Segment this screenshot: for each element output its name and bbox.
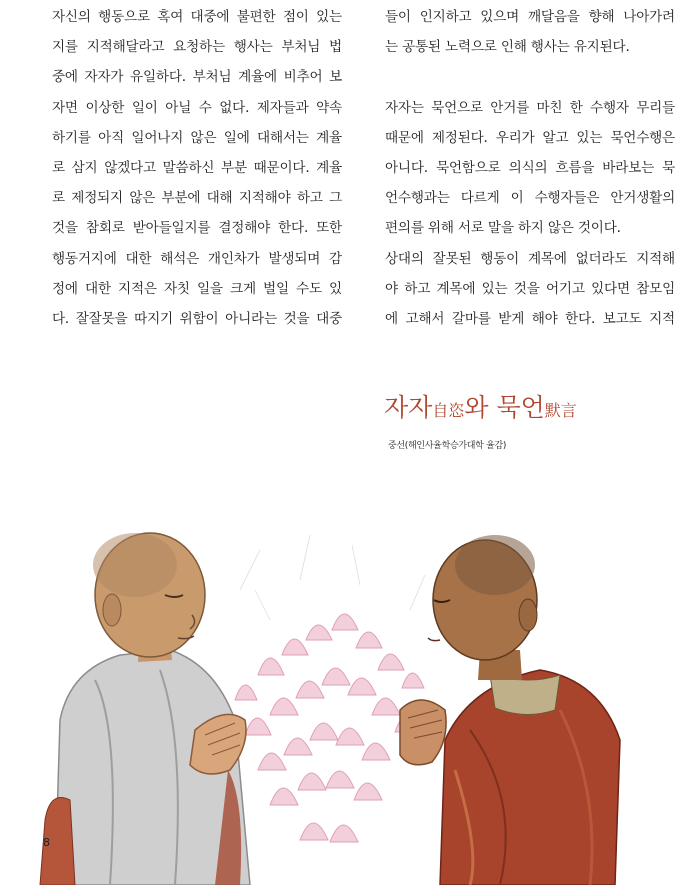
text-line: 자자는 묵언으로 안거를 마친 한 수행자 무리들 bbox=[385, 99, 675, 116]
title-mugeon-hanja: 默言 bbox=[544, 401, 577, 420]
paragraph-gap bbox=[385, 62, 675, 92]
title-connector: 와 bbox=[464, 393, 497, 422]
text-line-last: 는 공통된 노력으로 인해 행사는 유지된다. bbox=[385, 39, 630, 56]
text-line: 자신의 행동으로 혹여 대중에 불편한 점이 있는 bbox=[52, 9, 342, 25]
text-line: 들이 인지하고 있으며 깨달음을 향해 나아가려 bbox=[385, 9, 675, 25]
text-line: 로 제정되지 않은 부분에 대해 지적해야 하고 그 bbox=[52, 190, 342, 207]
text-line: 것을 참회로 받아들일지를 결정해야 한다. 또한 bbox=[52, 220, 342, 237]
title-jaja-hanja: 自恣 bbox=[432, 401, 465, 420]
title-mugeon: 묵언 bbox=[496, 393, 545, 422]
right-monk-figure bbox=[400, 535, 620, 885]
text-line-last: 편의를 위해 서로 말을 하지 않은 것이다. bbox=[385, 220, 621, 237]
text-line: 언수행과는 다르게 이 수행자들은 안거생활의 bbox=[385, 190, 675, 207]
illustration-two-monks bbox=[0, 470, 700, 885]
page-number: 8 bbox=[43, 836, 50, 849]
text-line: 다. 잘잘못을 따지기 위함이 아니라는 것을 대중 bbox=[52, 311, 342, 328]
text-line: 때문에 제정된다. 우리가 알고 있는 묵언수행은 bbox=[385, 129, 675, 146]
lotus-petals bbox=[235, 535, 425, 842]
title-jaja: 자자 bbox=[384, 393, 433, 422]
text-line: 에 고해서 갈마를 받게 해야 한다. 보고도 지적 bbox=[385, 311, 675, 328]
article-title bbox=[384, 388, 577, 424]
text-line: 아니다. 묵언함으로 의식의 흐름을 바라보는 묵 bbox=[385, 160, 675, 176]
text-line: 자면 이상한 일이 아닐 수 없다. 제자들과 약속 bbox=[52, 99, 342, 116]
text-line: 정에 대한 지적은 자칫 일을 크게 벌일 수도 있 bbox=[52, 280, 342, 297]
author-byline: 중선(해인사율학승가대학 율감) bbox=[388, 441, 507, 451]
text-line: 중에 자자가 유일하다. 부처님 계율에 비추어 보 bbox=[52, 69, 342, 86]
text-line: 상대의 잘못된 행동이 계목에 없더라도 지적해 bbox=[385, 250, 675, 267]
text-line: 행동거지에 대한 해석은 개인차가 발생되며 감 bbox=[52, 250, 342, 267]
left-monk-figure bbox=[40, 533, 250, 885]
text-line: 야 하고 계목에 있는 것을 어기고 있다면 참모임 bbox=[385, 280, 675, 297]
right-text-column bbox=[385, 2, 675, 334]
text-line: 지를 지적해달라고 요청하는 행사는 부처님 법 bbox=[52, 39, 342, 56]
left-text-column bbox=[52, 2, 342, 334]
text-line: 로 삼지 않겠다고 말씀하신 부분 때문이다. 계율 bbox=[52, 160, 342, 177]
text-line: 하기를 아직 일어나지 않은 일에 대해서는 계율 bbox=[52, 129, 342, 146]
